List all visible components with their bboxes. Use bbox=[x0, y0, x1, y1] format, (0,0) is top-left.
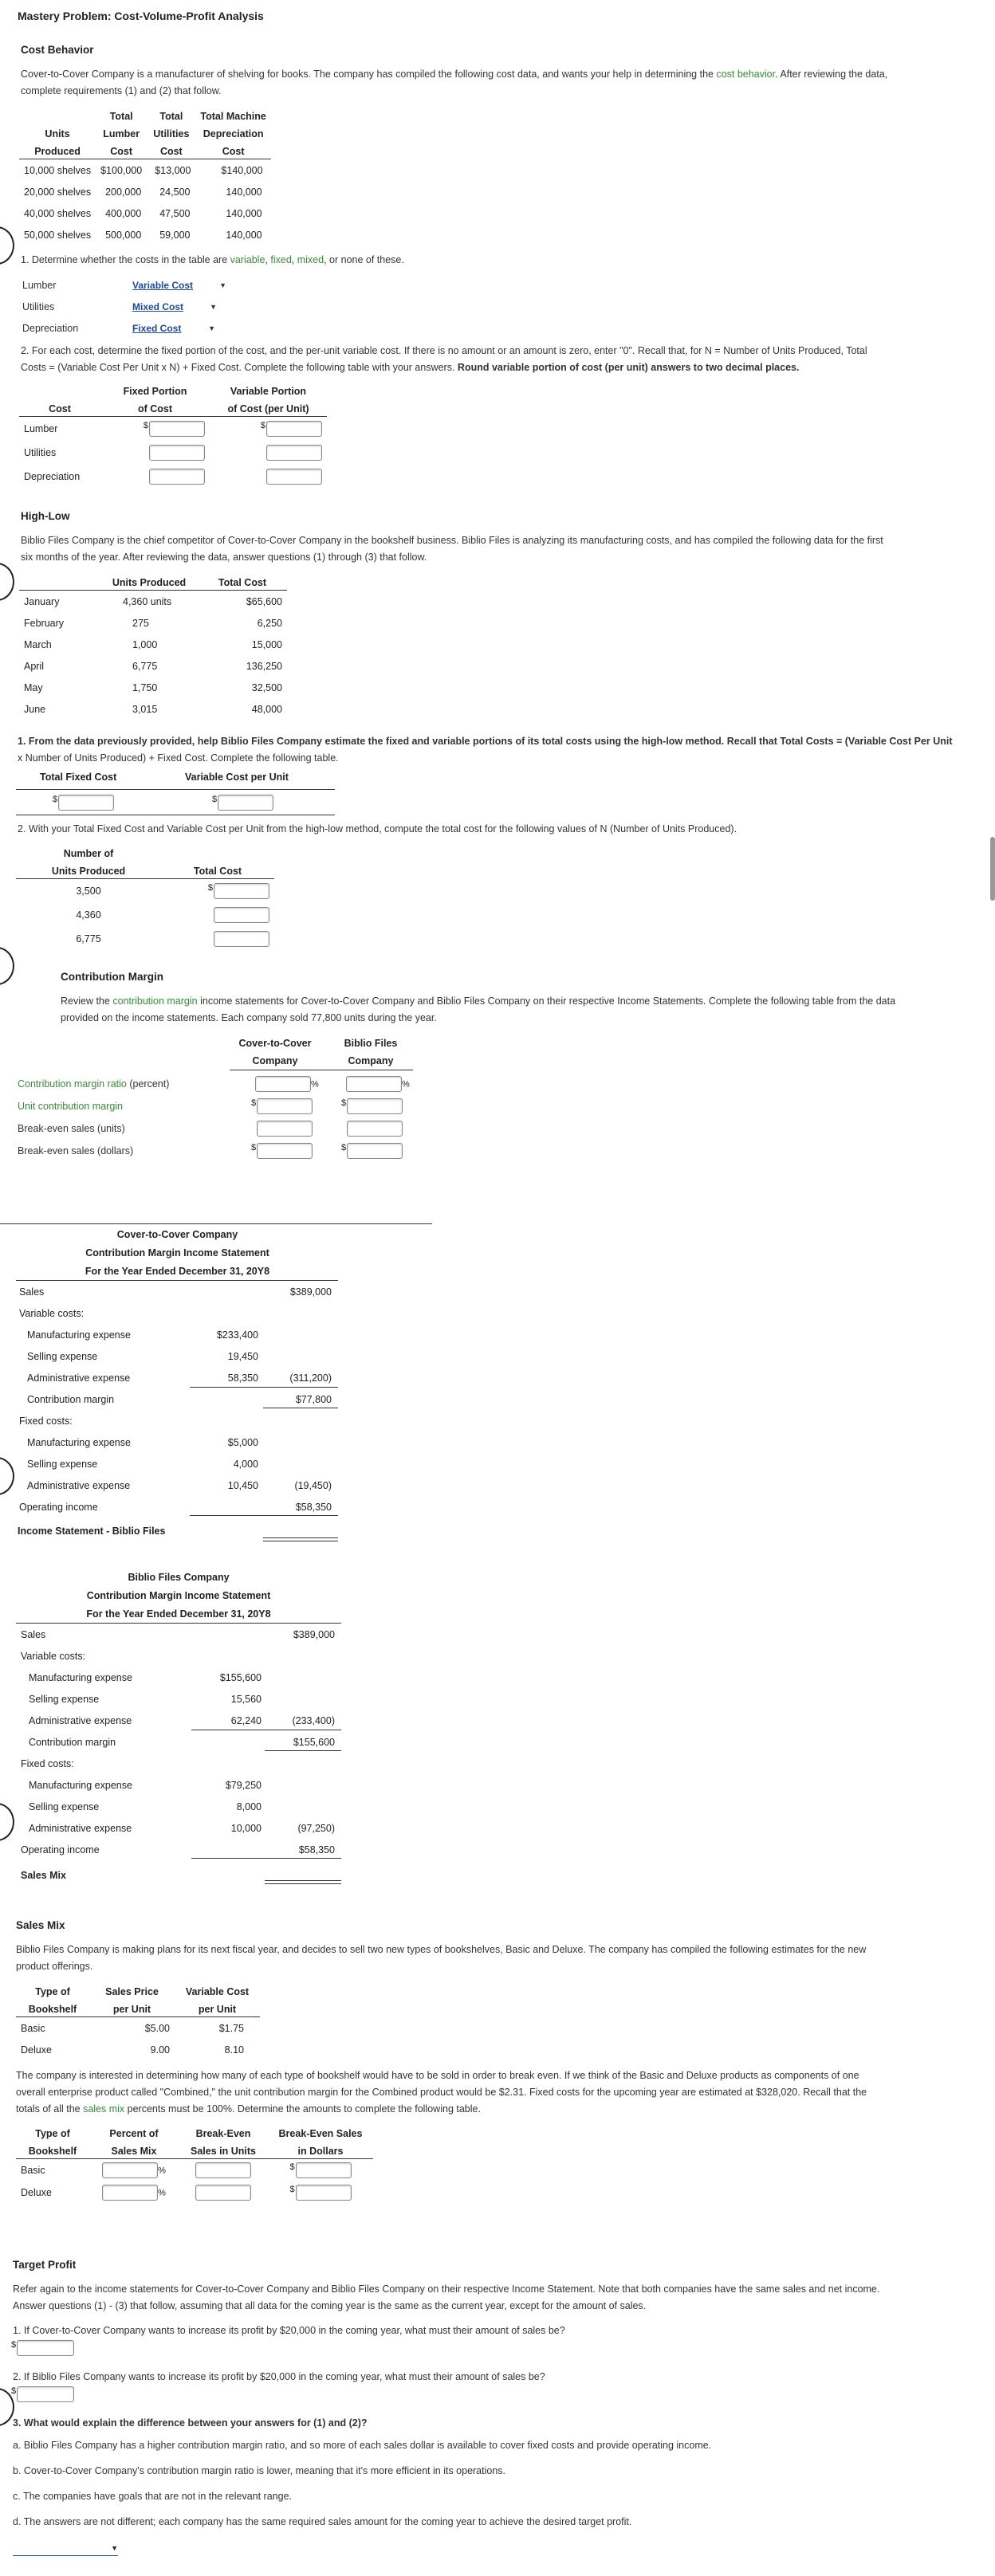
sales-mix-breakeven-table: Type of Percent of Break-Even Break-Even Sales Bookshelf Sales Mix Sales in Units in Dollars Basic % $ Deluxe % $ bbox=[16, 2125, 373, 2204]
table-row: Lumber $ $ bbox=[19, 417, 327, 442]
bf-be-units-input[interactable] bbox=[347, 1121, 403, 1137]
tp-q1-prompt: 1. If Cover-to-Cover Company wants to increase its profit by $20,000 in the coming year, what must their amount of sales be? bbox=[13, 2325, 565, 2336]
table-row: January 4,360 units $65,600 bbox=[24, 595, 282, 607]
table-row: Deluxe % $ bbox=[16, 2181, 373, 2204]
scroll-marker bbox=[0, 226, 14, 265]
table-row: Basic % $ bbox=[16, 2159, 373, 2182]
contribution-margin-link[interactable]: contribution margin bbox=[112, 995, 198, 1007]
high-low-intro: Biblio Files Company is the chief competitor of Cover-to-Cover Company in the bookshelf business. Biblio Files is analyzing its manufacturing costs, and has compiled the following data for the first six months of the year. After reviewing the data, answer questions (1) through (3) that follow. bbox=[21, 535, 883, 563]
tp-option-b: b. Cover-to-Cover Company's contribution margin ratio is lower, meaning that it's more efficient in its operations. bbox=[13, 2465, 506, 2476]
cb-q1-label-lumber: Lumber bbox=[22, 280, 57, 291]
utilities-behavior-select[interactable]: Mixed Cost ▼ bbox=[132, 301, 217, 312]
table-row: 3,500 $ bbox=[16, 879, 274, 904]
tp-q3-prompt: 3. What would explain the difference between your answers for (1) and (2)? bbox=[13, 2417, 368, 2429]
chevron-down-icon: ▼ bbox=[219, 281, 226, 289]
target-profit-intro: Refer again to the income statements for Cover-to-Cover Company and Biblio Files Company on their respective Income Statement. Note that both companies have the same sales and net income. Answer questions (1) - (3) that follow, assuming that all data for the coming year is the same as the current year, except for the amount of sales. bbox=[13, 2283, 880, 2311]
bf-income-statement: Sales $389,000 Variable costs: Manufacturing expense $155,600 Selling expense 15,560 Administrative expense 62,240 (233,400) Contribution margin $155,600 Fixed costs: Manufacturing expense $79,250 Selling expense 8,000 Administrative expense 10,000 (97,250) Operating income $58,350 bbox=[21, 1624, 341, 1861]
page-title: Mastery Problem: Cost-Volume-Profit Analysis bbox=[18, 10, 264, 22]
contribution-heading: Contribution Margin bbox=[61, 971, 163, 983]
cm-row-ratio-label: Contribution margin ratio (percent) bbox=[18, 1078, 170, 1090]
depreciation-fixed-input[interactable] bbox=[149, 469, 205, 485]
cb-q2-prompt: 2. For each cost, determine the fixed portion of the cost, and the per-unit variable cost. If there is no amount or an amount is zero, enter "0". Recall that, for N = Number of Units Produced, Total Costs = (Variable Cost Per Unit x N) + Fixed Cost. Complete the following table with your answers. Round variable portion of cost (per unit) answers to two decimal places. bbox=[21, 345, 867, 373]
chevron-down-icon: ▼ bbox=[210, 303, 217, 311]
bf-be-units-cell bbox=[347, 1121, 403, 1137]
hl-q1-prompt: 1. From the data previously provided, help Biblio Files Company estimate the fixed and variable portions of its total costs using the high-low method. Recall that Total Costs = (Variable Cost Per Unit x Number of Units Produced) + Fixed Cost. Complete the following table. bbox=[18, 736, 953, 764]
cm-row-be-units-label: Break-even sales (units) bbox=[18, 1123, 125, 1134]
total-cost-6775-input[interactable] bbox=[214, 931, 269, 947]
ctc-be-dollars-input[interactable] bbox=[257, 1143, 313, 1159]
bf-cm-ratio-cell: % bbox=[346, 1076, 410, 1092]
bf-cm-ratio-input[interactable] bbox=[346, 1076, 402, 1092]
tab-income-statement-biblio[interactable]: Income Statement - Biblio Files bbox=[18, 1526, 166, 1537]
table-row: 50,000 shelves 500,000 59,000 140,000 bbox=[24, 229, 262, 241]
deluxe-be-dollars-input[interactable] bbox=[296, 2185, 352, 2201]
bf-be-dollars-input[interactable] bbox=[347, 1143, 403, 1159]
variable-cost-cell: $ bbox=[212, 795, 273, 811]
chevron-down-icon: ▼ bbox=[111, 2544, 118, 2552]
divider bbox=[16, 1623, 341, 1624]
tp-q2-prompt: 2. If Biblio Files Company wants to increase its profit by $20,000 in the coming year, what must their amount of sales be? bbox=[13, 2371, 545, 2382]
bf-target-sales-input[interactable] bbox=[17, 2386, 74, 2402]
lumber-fixed-input[interactable] bbox=[149, 421, 205, 437]
hl-total-cost-table: Number of Units Produced Total Cost 3,500 $ 4,360 6,775 bbox=[16, 845, 274, 951]
tab-sales-mix[interactable]: Sales Mix bbox=[21, 1870, 66, 1881]
cb-q1-label-utilities: Utilities bbox=[22, 301, 55, 312]
basic-be-dollars-input[interactable] bbox=[296, 2162, 352, 2178]
ctc-unit-cm-input[interactable] bbox=[257, 1098, 313, 1114]
utilities-variable-input[interactable] bbox=[266, 445, 322, 461]
divider bbox=[16, 1280, 338, 1281]
target-profit-heading: Target Profit bbox=[13, 2259, 77, 2271]
total-cost-3500-input[interactable] bbox=[214, 883, 269, 899]
lumber-variable-input[interactable] bbox=[266, 421, 322, 437]
table-row: 20,000 shelves 200,000 24,500 140,000 bbox=[24, 186, 262, 198]
table-row: Utilities bbox=[19, 441, 327, 465]
ctc-target-sales-input[interactable] bbox=[17, 2340, 74, 2356]
cb-q1-prompt: 1. Determine whether the costs in the table are variable, fixed, mixed, or none of these. bbox=[21, 254, 404, 265]
ctc-cm-ratio-input[interactable] bbox=[255, 1076, 311, 1092]
basic-sales-mix-input[interactable] bbox=[102, 2162, 158, 2178]
page-scrollbar-thumb[interactable] bbox=[990, 837, 995, 901]
scroll-marker bbox=[0, 1803, 14, 1841]
cost-behavior-link[interactable]: cost behavior bbox=[716, 69, 776, 80]
table-row: February 275 6,250 bbox=[24, 617, 282, 629]
bf-unit-cm-input[interactable] bbox=[347, 1098, 403, 1114]
sales-mix-heading: Sales Mix bbox=[16, 1919, 65, 1931]
high-low-heading: High-Low bbox=[21, 510, 70, 522]
ctc-be-units-input[interactable] bbox=[257, 1121, 313, 1137]
fixed-variable-table: Fixed Portion Variable Portion Cost of Cost of Cost (per Unit) Lumber $ $ Utilities Depreciation bbox=[19, 383, 327, 489]
fixed-cost-cell: $ bbox=[53, 795, 114, 811]
total-cost-4360-input[interactable] bbox=[214, 907, 269, 923]
scroll-marker bbox=[0, 1457, 14, 1495]
divider bbox=[16, 789, 335, 790]
basic-be-units-input[interactable] bbox=[195, 2162, 251, 2178]
ctc-income-statement-title: Cover-to-Cover Company Contribution Margin Income Statement For the Year Ended December 31, 20Y8 bbox=[85, 1229, 270, 1277]
table-row: Basic $5.00 $1.75 bbox=[21, 2022, 244, 2034]
total-fixed-cost-header: Total Fixed Cost bbox=[40, 772, 117, 783]
deluxe-sales-mix-input[interactable] bbox=[102, 2185, 158, 2201]
bf-col-header: Biblio Files Company bbox=[344, 1038, 398, 1066]
sales-mix-instructions: The company is interested in determining how many of each type of bookshelf would have to be sold in order to break even. If we think of the Basic and Deluxe products as components of one overall enterprise product called "Combined," the unit contribution margin for the Combined product would be $2.31. Fixed costs for the upcoming year are estimated at $328,020. Recall that the totals of all the sales mix percents must be 100%. Determine the amounts to complete the following table. bbox=[16, 2070, 867, 2115]
total-fixed-cost-input[interactable] bbox=[58, 795, 114, 811]
tp-q1-cell: $ bbox=[11, 2340, 74, 2356]
table-row: June 3,015 48,000 bbox=[24, 703, 282, 715]
depreciation-behavior-select[interactable]: Fixed Cost ▼ bbox=[132, 323, 215, 334]
divider bbox=[0, 1223, 432, 1224]
variable-cost-header: Variable Cost per Unit bbox=[185, 772, 289, 783]
depreciation-variable-input[interactable] bbox=[266, 469, 322, 485]
bf-income-statement-title: Biblio Files Company Contribution Margin Income Statement For the Year Ended December 31, 20Y8 bbox=[86, 1572, 271, 1620]
ctc-unit-cm-cell: $ bbox=[251, 1098, 313, 1114]
utilities-fixed-input[interactable] bbox=[149, 445, 205, 461]
table-row: 6,775 bbox=[16, 927, 274, 951]
contribution-intro: Review the contribution margin income statements for Cover-to-Cover Company and Biblio Files Company on their respective Income Statements. Complete the following table from the data provided on the income statements. Each company sold 77,800 units during the year. bbox=[61, 995, 896, 1023]
deluxe-be-units-input[interactable] bbox=[195, 2185, 251, 2201]
high-low-data-table: Units Produced Total Cost January 4,360 units $65,600 February 275 6,250 March 1,000 15,000 April 6,775 136,250 May 1,750 32,500 June 3,015 48,000 bbox=[19, 572, 287, 720]
table-row: Depreciation bbox=[19, 465, 327, 489]
cost-behavior-intro: Cover-to-Cover Company is a manufacturer of shelving for books. The company has compiled the following cost data, and wants your help in determining the cost behavior. After reviewing the data, complete requirements (1) and (2) that follow. bbox=[21, 69, 888, 96]
sales-mix-link[interactable]: sales mix bbox=[83, 2103, 125, 2115]
bf-unit-cm-cell: $ bbox=[341, 1098, 403, 1114]
ctc-be-units-cell bbox=[257, 1121, 313, 1137]
tp-q3-answer-select[interactable] bbox=[13, 2544, 118, 2556]
hl-q2-prompt: 2. With your Total Fixed Cost and Variable Cost per Unit from the high-low method, compute the total cost for the following values of N (Number of Units Produced). bbox=[18, 823, 737, 834]
sales-mix-intro: Biblio Files Company is making plans for its next fiscal year, and decides to sell two new types of bookshelves, Basic and Deluxe. The company has compiled the following estimates for the new product offerings. bbox=[16, 1944, 867, 1972]
scroll-marker bbox=[0, 563, 14, 601]
table-row: Deluxe 9.00 8.10 bbox=[21, 2044, 244, 2056]
ctc-cm-ratio-cell: % bbox=[255, 1076, 319, 1092]
scroll-marker bbox=[0, 947, 14, 985]
cost-behavior-heading: Cost Behavior bbox=[21, 44, 94, 56]
table-row: 40,000 shelves 400,000 47,500 140,000 bbox=[24, 207, 262, 219]
variable-cost-per-unit-input[interactable] bbox=[218, 795, 273, 811]
cost-data-table: Total Total Total Machine Units Lumber Utilities Depreciation Produced Cost Cost Cost 10,000 shelves $100,000 $13,000 $140,000 20,000 shelves 200,000 24,500 140,000 40,000 shelves 400,000 47,500 140,000 50,000 shelves 500,000 59,000 140,000 bbox=[19, 109, 271, 245]
table-row: March 1,000 15,000 bbox=[24, 638, 282, 650]
ctc-income-statement: Sales $389,000 Variable costs: Manufacturing expense $233,400 Selling expense 19,450 Administrative expense 58,350 (311,200) Contribution margin $77,800 Fixed costs: Manufacturing expense $5,000 Selling expense 4,000 Administrative expense 10,450 (19,450) Operating income $58,350 bbox=[19, 1282, 338, 1518]
cb-q1-label-depreciation: Depreciation bbox=[22, 323, 79, 334]
tp-q2-cell: $ bbox=[11, 2386, 74, 2402]
cm-row-be-dollars-label: Break-even sales (dollars) bbox=[18, 1145, 134, 1156]
tp-option-c: c. The companies have goals that are not in the relevant range. bbox=[13, 2491, 292, 2502]
tp-option-d: d. The answers are not different; each company has the same required sales amount for the coming year to achieve the desired target profit. bbox=[13, 2516, 632, 2527]
lumber-behavior-select[interactable]: Variable Cost ▼ bbox=[132, 280, 226, 291]
cm-row-unit-label: Unit contribution margin bbox=[18, 1101, 124, 1112]
table-row: 4,360 bbox=[16, 903, 274, 927]
ctc-col-header: Cover-to-Cover Company bbox=[238, 1038, 312, 1066]
bf-be-dollars-cell: $ bbox=[341, 1143, 403, 1159]
table-row: April 6,775 136,250 bbox=[24, 660, 282, 672]
tp-option-a: a. Biblio Files Company has a higher contribution margin ratio, and so more of each sales dollar is available to cover fixed costs and provide operating income. bbox=[13, 2440, 712, 2451]
chevron-down-icon: ▼ bbox=[208, 324, 215, 332]
table-row: 10,000 shelves $100,000 $13,000 $140,000 bbox=[24, 164, 263, 176]
table-row: May 1,750 32,500 bbox=[24, 681, 282, 693]
ctc-be-dollars-cell: $ bbox=[251, 1143, 313, 1159]
sales-mix-price-table: Type of Sales Price Variable Cost Bookshelf per Unit per Unit Basic $5.00 $1.75 Deluxe 9.00 8.10 bbox=[16, 1983, 260, 2060]
